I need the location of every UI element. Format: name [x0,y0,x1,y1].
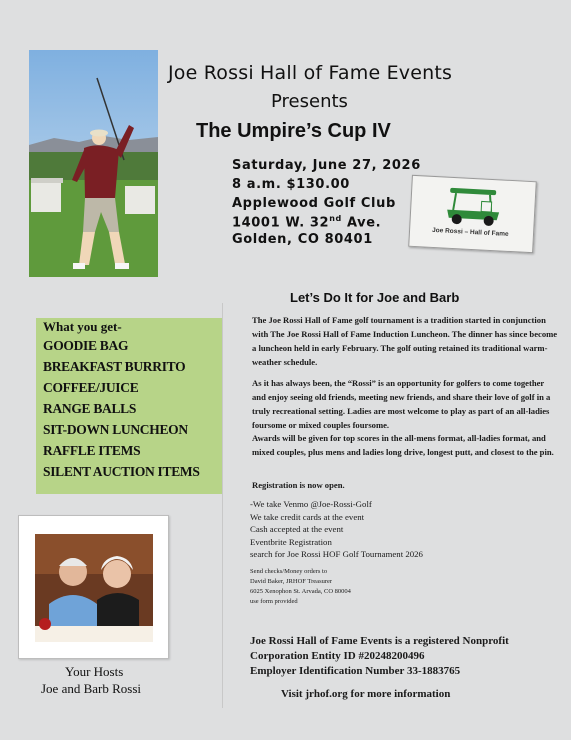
mail-info [250,567,351,607]
mail-line: use form provided [250,598,298,605]
list-item: RANGE BALLS [43,401,137,416]
payment-info [250,498,423,561]
address-ordinal: nd [329,214,342,223]
event-title: The Umpire’s Cup IV [196,120,391,142]
org-title: Joe Rossi Hall of Fame Events [168,62,453,84]
golf-cart-logo [408,175,537,253]
hosts-caption-title: Your Hosts [65,664,124,679]
list-item: RAFFLE ITEMS [43,443,141,458]
what-you-get-box [36,318,222,494]
logo-text: Joe Rossi – Hall of Fame [431,226,509,238]
website-link[interactable]: Visit jrhof.org for more information [281,688,451,700]
list-item: SILENT AUCTION ITEMS [43,464,200,479]
nonprofit-line: Corporation Entity ID #20248200496 [250,650,425,662]
presents-text: Presents [271,91,348,112]
awards-paragraph: Awards will be given for top scores in the all-mens format, all-ladies format, and mixed couples, plus mens and ladies long drive, longest putt, and closest to the pin. [252,433,554,457]
list-item: COFFEE/JUICE [43,380,139,395]
nonprofit-line: Employer Identification Number 33-1883765 [250,665,461,677]
payment-line: We take credit cards at the event [250,511,365,522]
payment-line: -We take Venmo @Joe-Rossi-Golf [250,499,372,509]
list-item: SIT-DOWN LUNCHEON [43,422,188,437]
address-suffix: Ave. [341,215,382,231]
event-city: Golden, CO 80401 [232,232,373,247]
nonprofit-line: Joe Rossi Hall of Fame Events is a registered Nonprofit [250,635,509,647]
event-address [232,214,381,230]
mail-line: David Baker, JRHOF Treasurer [250,578,333,585]
mail-line: 6025 Xenophon St. Arvada, CO 80004 [250,588,351,595]
opportunity-paragraph: As it has always been, the “Rossi” is an opportunity for golfers to come together and enjoy seeing old friends, meeting new friends, and share their love of golf in a truly recreational setting. Ladies are most welcome to play as part of an all-ladies foursome or mixed couples foursome. [252,378,551,430]
what-you-get-header: What you get- [43,319,122,334]
intro-paragraph: The Joe Rossi Hall of Fame golf tournament is a tradition started in conjunction with The Joe Rossi Hall of Fame Induction Luncheon. The dinner has since become a luncheon held in early February. The golf outing retained its traditional warm-weather schedule. [252,315,558,367]
list-item: BREAKFAST BURRITO [43,359,186,374]
golfer-photo [29,50,158,277]
event-time-price: 8 a.m. $130.00 [232,177,350,192]
section-heading: Let’s Do It for Joe and Barb [290,290,460,305]
column-divider [222,303,223,708]
address-prefix: 14001 W. 32 [232,215,330,231]
nonprofit-info [250,634,509,679]
payment-line: search for Joe Rossi HOF Golf Tournament 2026 [250,549,423,559]
payment-line: Eventbrite Registration [250,536,332,547]
hosts-caption-names: Joe and Barb Rossi [41,681,142,696]
mail-line: Send checks/Money orders to [250,568,328,575]
golf-cart-icon [440,185,506,228]
registration-paragraph: Registration is now open. [252,480,345,490]
hosts-photo [35,534,153,642]
payment-line: Cash accepted at the event [250,524,344,534]
hosts-photo-frame [18,515,169,659]
event-venue: Applewood Golf Club [232,196,396,211]
list-item: GOODIE BAG [43,338,129,353]
event-date: Saturday, June 27, 2026 [232,158,421,173]
